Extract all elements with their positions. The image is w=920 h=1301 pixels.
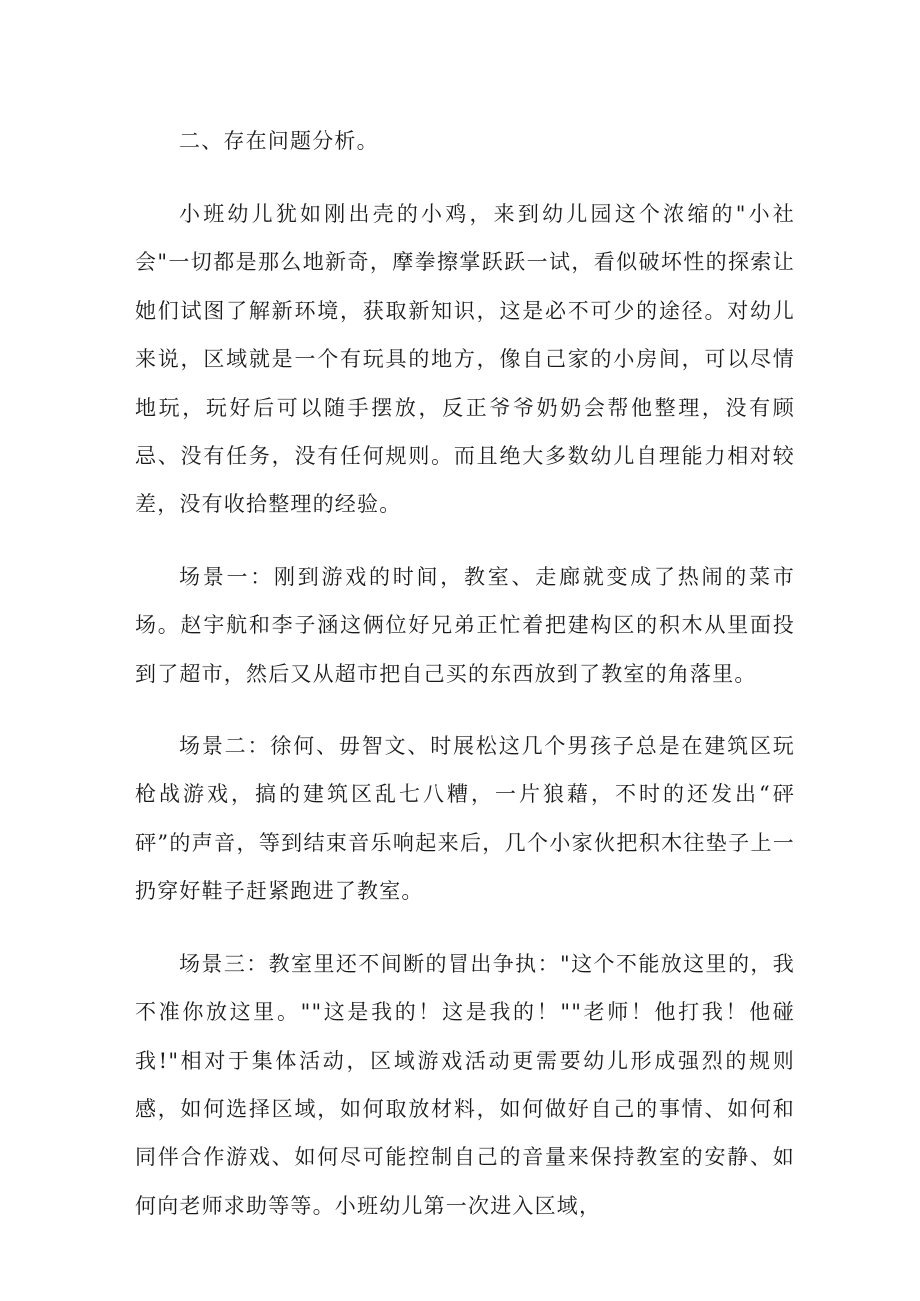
document-body: [135, 118, 795, 1254]
paragraph-scene-two: 场景二：徐何、毋智文、时展松这几个男孩子总是在建筑区玩枪战游戏，搞的建筑区乱七八糟，一片狼藉，不时的还发出“砰砰”的声音，等到结束音乐响起来后，几个小家伙把积木往垫子上一扔穿好鞋子赶紧跑进了教室。: [135, 734, 795, 904]
section-heading: 二、存在问题分析。: [179, 129, 379, 153]
paragraph-scene-one: 场景一：刚到游戏的时间，教室、走廊就变成了热闹的菜市场。赵宇航和李子涵这俩位好兄弟正忙着把建构区的积木从里面投到了超市，然后又从超市把自己买的东西放到了教室的角落里。: [135, 564, 795, 686]
paragraph-intro: 小班幼儿犹如刚出壳的小鸡，来到幼儿园这个浓缩的"小社会"一切都是那么地新奇，摩拳擦掌跃跃一试，看似破坏性的探索让她们试图了解新环境，获取新知识，这是必不可少的途径。对幼儿来说，区域就是一个有玩具的地方，像自己家的小房间，可以尽情地玩，玩好后可以随手摆放，反正爷爷奶奶会帮他整理，没有顾忌、没有任务，没有任何规则。而且绝大多数幼儿自理能力相对较差，没有收拾整理的经验。: [135, 202, 795, 517]
paragraph-scene-three: 场景三：教室里还不间断的冒出争执："这个不能放这里的，我不准你放这里。""这是我的！这是我的！""老师！他打我！他碰我!"相对于集体活动，区域游戏活动更需要幼儿形成强烈的规则感，如何选择区域，如何取放材料，如何做好自己的事情、如何和同伴合作游戏、如何尽可能控制自己的音量来保持教室的安静、如何向老师求助等等。小班幼儿第一次进入区域，: [135, 951, 795, 1218]
